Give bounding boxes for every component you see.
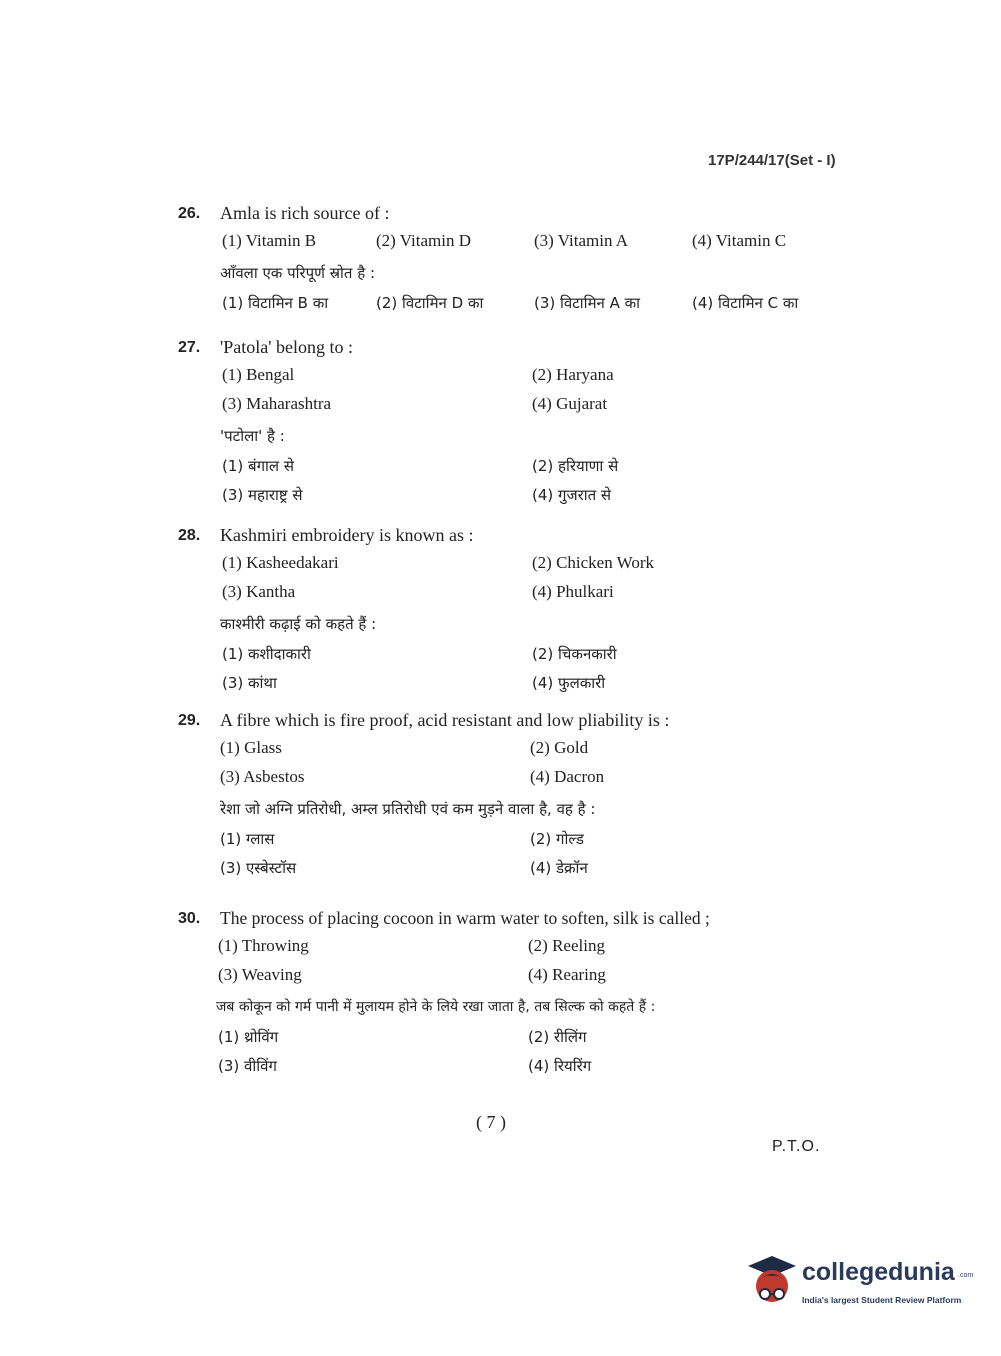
question-text-hindi: 'पटोला' है : — [220, 427, 285, 445]
brand-name: collegedunia — [802, 1258, 955, 1286]
option-4-hindi: (4) फुलकारी — [532, 674, 606, 692]
question-26 — [178, 203, 818, 322]
option-1: (1) Throwing — [218, 936, 309, 955]
option-row-hindi — [178, 673, 818, 702]
option-row-hindi — [178, 1056, 818, 1085]
option-row — [178, 231, 818, 260]
option-4: (4) Dacron — [530, 767, 605, 786]
question-number: 28. — [178, 527, 201, 544]
option-1-hindi: (1) बंगाल से — [222, 457, 294, 475]
option-row-hindi — [178, 293, 818, 322]
option-1-hindi: (1) कशीदाकारी — [222, 645, 311, 663]
question-number: 30. — [178, 910, 201, 927]
option-3: (3) Maharashtra — [222, 394, 332, 413]
question-28 — [178, 525, 818, 702]
option-row — [178, 738, 818, 767]
option-2: (2) Reeling — [528, 936, 605, 955]
option-row — [178, 365, 818, 394]
option-2-hindi: (2) हरियाणा से — [532, 457, 619, 475]
option-3: (3) Kantha — [222, 582, 296, 601]
question-text-hindi: रेशा जो अग्नि प्रतिरोधी, अम्ल प्रतिरोधी एवं कम मुड़ने वाला है, वह है : — [220, 800, 596, 818]
brand-domain: .com — [958, 1272, 974, 1279]
option-4: (4) Vitamin C — [692, 231, 787, 250]
option-1-hindi: (1) विटामिन B का — [222, 294, 329, 312]
option-row — [178, 767, 818, 796]
option-row — [178, 936, 818, 965]
option-row-hindi — [178, 485, 818, 514]
option-2: (2) Chicken Work — [532, 553, 655, 572]
option-3-hindi: (3) वीविंग — [218, 1057, 277, 1075]
option-row-hindi — [178, 456, 818, 485]
question-text: Amla is rich source of : — [220, 203, 390, 223]
question-text: 'Patola' belong to : — [220, 337, 353, 357]
option-row — [178, 394, 818, 423]
option-1: (1) Glass — [220, 738, 282, 757]
option-1-hindi: (1) ग्लास — [220, 830, 275, 848]
option-row-hindi — [178, 858, 818, 887]
question-number: 27. — [178, 339, 201, 356]
option-3-hindi: (3) महाराष्ट्र से — [222, 486, 303, 504]
option-3-hindi: (3) एस्बेस्टॉस — [220, 859, 297, 877]
option-2: (2) Gold — [530, 738, 589, 757]
question-text: Kashmiri embroidery is known as : — [220, 525, 474, 545]
option-4: (4) Phulkari — [532, 582, 614, 601]
paper-code: 17P/244/17(Set - I) — [708, 152, 836, 169]
option-1-hindi: (1) थ्रोविंग — [218, 1028, 279, 1046]
option-1: (1) Vitamin B — [222, 231, 317, 250]
option-3-hindi: (3) कांथा — [222, 674, 277, 692]
option-2-hindi: (2) विटामिन D का — [376, 294, 484, 312]
option-4-hindi: (4) रियरिंग — [528, 1057, 592, 1075]
option-1: (1) Kasheedakari — [222, 553, 339, 572]
option-row-hindi — [178, 829, 818, 858]
watermark-logo — [744, 1252, 974, 1312]
option-3: (3) Asbestos — [220, 767, 305, 786]
question-text: A fibre which is fire proof, acid resistant and low pliability is : — [220, 710, 670, 730]
option-3-hindi: (3) विटामिन A का — [534, 294, 641, 312]
pto-label: P.T.O. — [772, 1138, 821, 1155]
question-text-hindi: काश्मीरी कढ़ाई को कहते हैं : — [220, 615, 377, 633]
option-row-hindi — [178, 644, 818, 673]
option-row — [178, 965, 818, 994]
option-4-hindi: (4) विटामिन C का — [692, 294, 799, 312]
option-3: (3) Weaving — [218, 965, 302, 984]
question-text-hindi: जब कोकून को गर्म पानी में मुलायम होने के लिये रखा जाता है, तब सिल्क को कहते हैं : — [216, 999, 656, 1015]
question-27 — [178, 337, 818, 514]
option-4: (4) Rearing — [528, 965, 606, 984]
option-2: (2) Haryana — [532, 365, 614, 384]
question-30 — [178, 908, 818, 1085]
question-29 — [178, 710, 818, 887]
option-2-hindi: (2) रीलिंग — [528, 1028, 587, 1046]
option-2: (2) Vitamin D — [376, 231, 471, 250]
mascot-icon — [744, 1252, 800, 1312]
option-4: (4) Gujarat — [532, 394, 608, 413]
option-row-hindi — [178, 1027, 818, 1056]
option-row — [178, 582, 818, 611]
option-2-hindi: (2) चिकनकारी — [532, 645, 617, 663]
option-3: (3) Vitamin A — [534, 231, 629, 250]
option-4-hindi: (4) गुजरात से — [532, 486, 612, 504]
brand-tagline: India's largest Student Review Platform — [802, 1295, 962, 1305]
question-text: The process of placing cocoon in warm water to soften, silk is called ; — [220, 908, 710, 928]
option-row — [178, 553, 818, 582]
option-4-hindi: (4) डेक्रॉन — [530, 859, 588, 877]
question-number: 29. — [178, 712, 201, 729]
question-number: 26. — [178, 205, 201, 222]
option-1: (1) Bengal — [222, 365, 295, 384]
option-2-hindi: (2) गोल्ड — [530, 830, 584, 848]
page-number: ( 7 ) — [476, 1112, 506, 1132]
question-text-hindi: आँवला एक परिपूर्ण स्रोत है : — [220, 264, 376, 282]
